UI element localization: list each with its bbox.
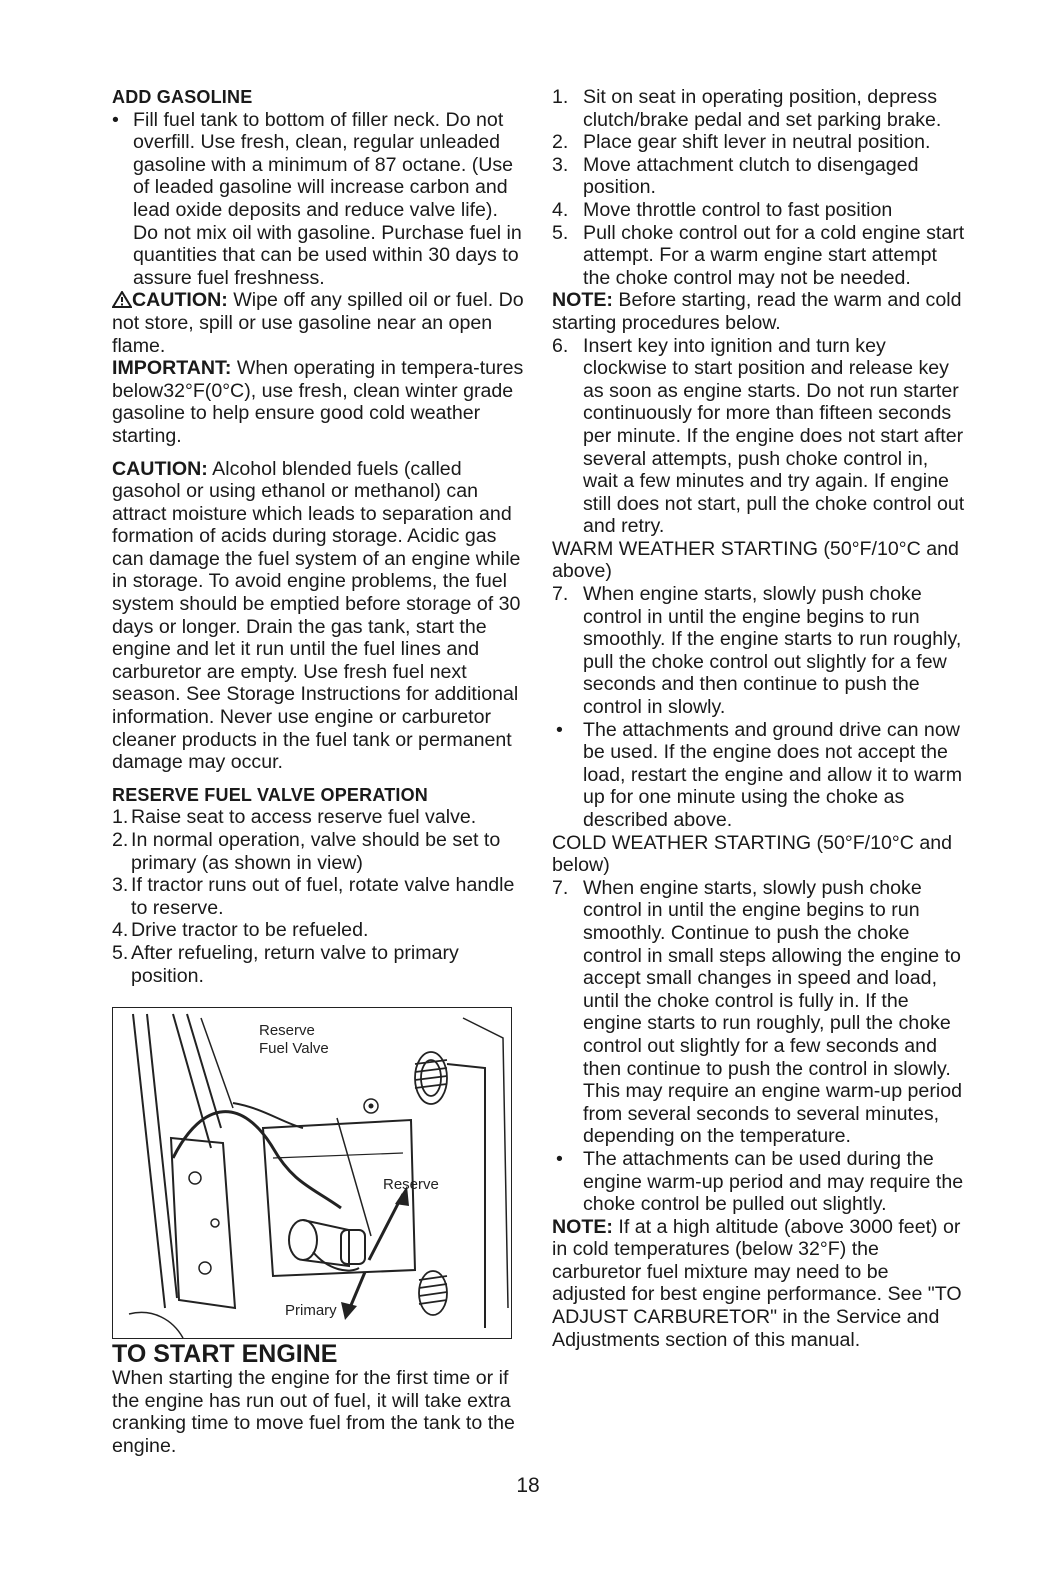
note-text: If at a high altitude (above 3000 feet) or in cold temperatures (below 32°F) the carburetor fuel mixture may need to be adjusted for best engine performance. See "TO ADJUST CARBURETOR" in the Service and Adjustments section of this manual. xyxy=(552,1215,962,1351)
reserve-fuel-valve-figure xyxy=(112,1007,512,1339)
step-text: After refueling, return valve to primary position. xyxy=(131,941,459,987)
bullet-marker: • xyxy=(556,718,563,741)
list-item xyxy=(112,942,526,987)
step-number: 5. xyxy=(552,221,569,244)
step-text: When engine starts, slowly push choke control in until the engine begins to run smoothly. Continue to push the choke control in small steps allowing the engine to accept small changes in speed and load, until the choke control is fully in. If the engine starts to run roughly, pull the choke control out slightly for a few seconds and then continue to push the control in slowly. This may require an engine warm-up period from several seconds to several minutes, depending on the temperature. xyxy=(583,876,962,1148)
step-text: Pull choke control out for a cold engine start attempt. For a warm engine start attempt the choke control may not be needed. xyxy=(583,221,965,289)
caution-text: Wipe off any spilled oil or fuel. Do not store, spill or use gasoline near an open flame. xyxy=(112,289,524,357)
list-item xyxy=(552,877,966,1148)
important-label: IMPORTANT: xyxy=(112,357,232,380)
step-number: 3. xyxy=(552,153,569,176)
bullet-marker: • xyxy=(556,1147,563,1170)
list-item xyxy=(112,806,526,829)
cold-weather-heading: COLD WEATHER STARTING (50°F/10°C and below) xyxy=(552,831,953,877)
list-item xyxy=(552,199,966,222)
alcohol-caution-text: Alcohol blended fuels (called gasohol or using ethanol or methanol) can attract moisture which leads to separation and formation of acids during storage. Acidic gas can damage the fuel system of an engine while in storage. To avoid engine problems, the fuel system should be emptied before storage of 30 days or longer. Drain the gas tank, start the engine and let it run until the fuel lines and carburetor are empty. Use fresh fuel next season. See Storage Instructions for additional information. Never use engine or carburetor cleaner products in the fuel tank or permanent damage may occur. xyxy=(112,457,521,774)
list-item xyxy=(552,583,966,719)
list-item xyxy=(112,829,526,874)
step-text: Move attachment clutch to disengaged position. xyxy=(583,153,919,199)
caution-paragraph xyxy=(112,289,526,357)
warm-weather-heading: WARM WEATHER STARTING (50°F/10°C and above) xyxy=(552,537,959,583)
step-text: If tractor runs out of fuel, rotate valve handle to reserve. xyxy=(131,874,515,919)
bullet-text: The attachments can be used during the engine warm-up period and may require the choke control be pulled out slightly. xyxy=(583,1147,964,1216)
primary-position-label: Primary xyxy=(285,1302,337,1320)
list-item xyxy=(552,131,966,154)
step-number: 2. xyxy=(112,829,129,851)
step-number: 4. xyxy=(112,919,129,942)
step-text: Move throttle control to fast position xyxy=(583,198,893,221)
note-label: NOTE: xyxy=(552,289,613,312)
step-number: 1. xyxy=(112,806,129,829)
step-number: 4. xyxy=(552,198,569,221)
reserve-fuel-valve-label-line2: Fuel Valve xyxy=(259,1040,329,1058)
add-gasoline-heading: ADD GASOLINE xyxy=(112,87,253,107)
add-gasoline-bullet xyxy=(112,109,526,290)
step-number: 7. xyxy=(552,583,569,606)
step-text: Place gear shift lever in neutral position. xyxy=(583,131,931,154)
step-text: In normal operation, valve should be set to primary (as shown in view) xyxy=(131,829,501,874)
step-number: 2. xyxy=(552,131,569,154)
add-gasoline-text: Fill fuel tank to bottom of filler neck. Do not overfill. Use fresh, clean, regular unleaded gasoline with a minimum of 87 octane. (Use of leaded gasoline will increase carbon and lead oxide deposits and reduce valve life). Do not mix oil with gasoline. Purchase fuel in quantities that can be used within 30 days to assure fuel freshness. xyxy=(133,108,522,289)
to-start-engine-heading: TO START ENGINE xyxy=(112,1340,338,1369)
note-paragraph xyxy=(552,289,966,334)
note-text: Before starting, read the warm and cold starting procedures below. xyxy=(552,289,962,334)
page-number: 18 xyxy=(516,1474,540,1497)
list-item xyxy=(552,719,966,832)
reserve-valve-steps xyxy=(112,806,526,987)
list-item xyxy=(112,874,526,919)
list-item xyxy=(552,154,966,199)
list-item xyxy=(552,222,966,290)
alcohol-caution-label: CAUTION: xyxy=(112,457,208,480)
left-column xyxy=(112,86,526,1458)
step-number: 5. xyxy=(112,941,129,964)
step-text: Raise seat to access reserve fuel valve. xyxy=(131,806,477,829)
warning-triangle-icon xyxy=(112,291,132,308)
step-number: 3. xyxy=(112,874,129,897)
right-column xyxy=(552,86,966,1351)
reserve-position-label: Reserve xyxy=(383,1176,439,1194)
fuel-valve-illustration xyxy=(113,1008,512,1339)
list-item xyxy=(552,1148,966,1216)
reserve-fuel-valve-label-line1: Reserve xyxy=(259,1022,315,1040)
alcohol-caution-paragraph xyxy=(112,458,526,774)
list-item xyxy=(552,335,966,538)
caution-label: CAUTION: xyxy=(132,289,228,312)
bullet-marker: • xyxy=(112,108,119,131)
step-text: When engine starts, slowly push choke control in until the engine begins to run smoothly. If the engine starts to run roughly, pull the choke control out slightly for a few seconds and then continue to push the control in slowly. xyxy=(583,583,962,719)
reserve-valve-heading: RESERVE FUEL VALVE OPERATION xyxy=(112,784,428,805)
important-paragraph xyxy=(112,357,526,447)
step-text: Sit on seat in operating position, depress clutch/brake pedal and set parking brake. xyxy=(583,86,942,131)
step-number: 1. xyxy=(552,86,569,108)
note-label: NOTE: xyxy=(552,1215,613,1238)
list-item xyxy=(552,86,966,131)
to-start-engine-text: When starting the engine for the first time or if the engine has run out of fuel, it will take extra cranking time to move fuel from the tank to the engine. xyxy=(112,1367,515,1457)
step-text: Insert key into ignition and turn key clockwise to start position and release key as soon as engine starts. Do not run starter continuously for more than fifteen seconds per minute. If the engine does not start after several attempts, push choke control in, wait a few minutes and try again. If engine still does not start, pull the choke control out and retry. xyxy=(583,334,965,538)
start-steps xyxy=(552,86,966,289)
altitude-note-paragraph xyxy=(552,1216,966,1352)
important-text: When operating in tempera-tures below32°F(0°C), use fresh, clean winter grade gasoline to help ensure good cold weather starting. xyxy=(112,357,524,447)
list-item xyxy=(112,919,526,942)
step-number: 6. xyxy=(552,334,569,357)
bullet-text: The attachments and ground drive can now be used. If the engine does not accept the load, restart the engine and allow it to warm up for one minute using the choke as described above. xyxy=(583,718,963,831)
step-text: Drive tractor to be refueled. xyxy=(131,919,369,942)
step-number: 7. xyxy=(552,876,569,899)
